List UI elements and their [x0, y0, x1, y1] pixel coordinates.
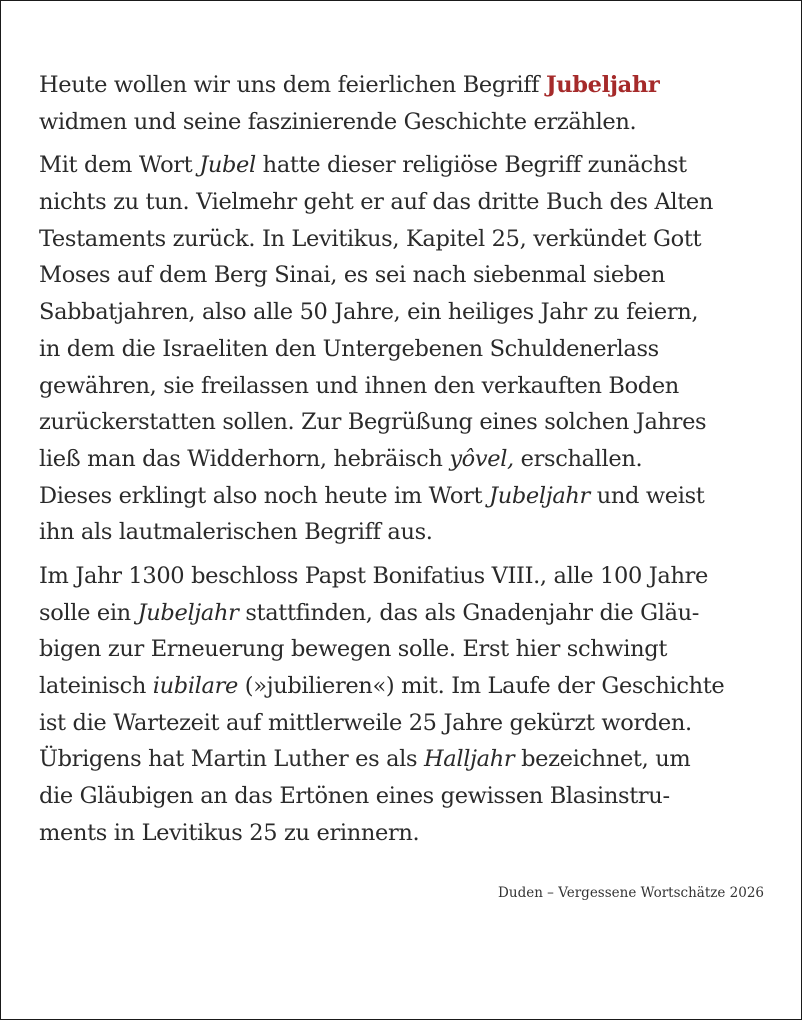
- source-footer: Duden – Vergessene Wortschätze 2026: [498, 885, 764, 901]
- text-line: nichts zu tun. Vielmehr geht er auf das dritte Buch des Alten: [39, 189, 714, 216]
- text-line: [39, 67, 779, 104]
- headword-highlight: Jubeljahr: [545, 72, 660, 98]
- paragraph-gap: [39, 140, 779, 147]
- text-segment: stattfinden, das als Gnadenjahr die Gläu-: [238, 599, 700, 626]
- text-segment: und weist: [589, 482, 705, 509]
- text-line: Sabbatjahren, also alle 50 Jahre, ein heiliges Jahr zu feiern,: [39, 299, 699, 326]
- text-segment: bezeichnet, um: [514, 746, 691, 773]
- text-segment: Mit dem Wort: [39, 152, 200, 179]
- text-segment: Heute wollen wir uns dem feierlichen Begriff: [39, 72, 546, 98]
- italic-term: Jubeljahr: [137, 599, 239, 626]
- article-text: [39, 67, 779, 851]
- text-segment: Übrigens hat Martin Luther es als: [39, 746, 425, 773]
- text-line: zurückerstatten sollen. Zur Begrüßung eines solchen Jahres: [39, 409, 707, 436]
- text-segment: Dieses erklingt also noch heute im Wort: [39, 482, 490, 509]
- text-segment: hatte dieser religiöse Begriff zunächst: [255, 152, 687, 179]
- text-line: Moses auf dem Berg Sinai, es sei nach siebenmal sieben: [39, 262, 666, 289]
- paragraph-intro: [39, 67, 779, 140]
- italic-term: Halljahr: [424, 746, 515, 773]
- italic-term: Jubeljahr: [489, 482, 590, 509]
- text-segment: lateinisch: [39, 673, 153, 699]
- text-line: [39, 668, 779, 705]
- text-line: [39, 441, 779, 478]
- text-segment: (»jubilieren«) mit. Im Laufe der Geschichte: [237, 673, 725, 699]
- text-line: die Gläubigen an das Ertönen eines gewissen Blasinstru-: [39, 783, 670, 810]
- text-line: [39, 478, 779, 515]
- text-segment: erschallen.: [513, 445, 643, 472]
- text-line: ihn als lautmalerischen Begriff aus.: [39, 519, 433, 546]
- text-line: ments in Levitikus 25 zu erinnern.: [39, 819, 420, 846]
- text-segment: ließ man das Widderhorn, hebräisch: [39, 445, 450, 472]
- text-line: [39, 147, 779, 184]
- text-line: Testaments zurück. In Levitikus, Kapitel 25, verkündet Gott: [39, 225, 702, 252]
- paragraph-history: [39, 558, 779, 852]
- text-line: [39, 741, 779, 778]
- text-line: Im Jahr 1300 beschloss Papst Bonifatius VIII., alle 100 Jahre: [39, 562, 708, 589]
- text-line: gewähren, sie freilassen und ihnen den verkauften Boden: [39, 372, 679, 399]
- text-line: in dem die Israeliten den Untergebenen Schuldenerlass: [39, 335, 659, 362]
- text-line: [39, 595, 779, 632]
- italic-term: Jubel: [199, 152, 256, 179]
- text-line: ist die Wartezeit auf mittlerweile 25 Jahre gekürzt worden.: [39, 709, 692, 736]
- text-line: bigen zur Erneuerung bewegen solle. Erst hier schwingt: [39, 636, 668, 663]
- paragraph-etymology: [39, 147, 779, 551]
- text-line: widmen und seine faszinierende Geschichte erzählen.: [39, 108, 637, 135]
- text-segment: solle ein: [39, 599, 138, 626]
- italic-term: yôvel,: [449, 445, 514, 472]
- paragraph-gap: [39, 551, 779, 558]
- italic-term: iubilare: [152, 673, 238, 699]
